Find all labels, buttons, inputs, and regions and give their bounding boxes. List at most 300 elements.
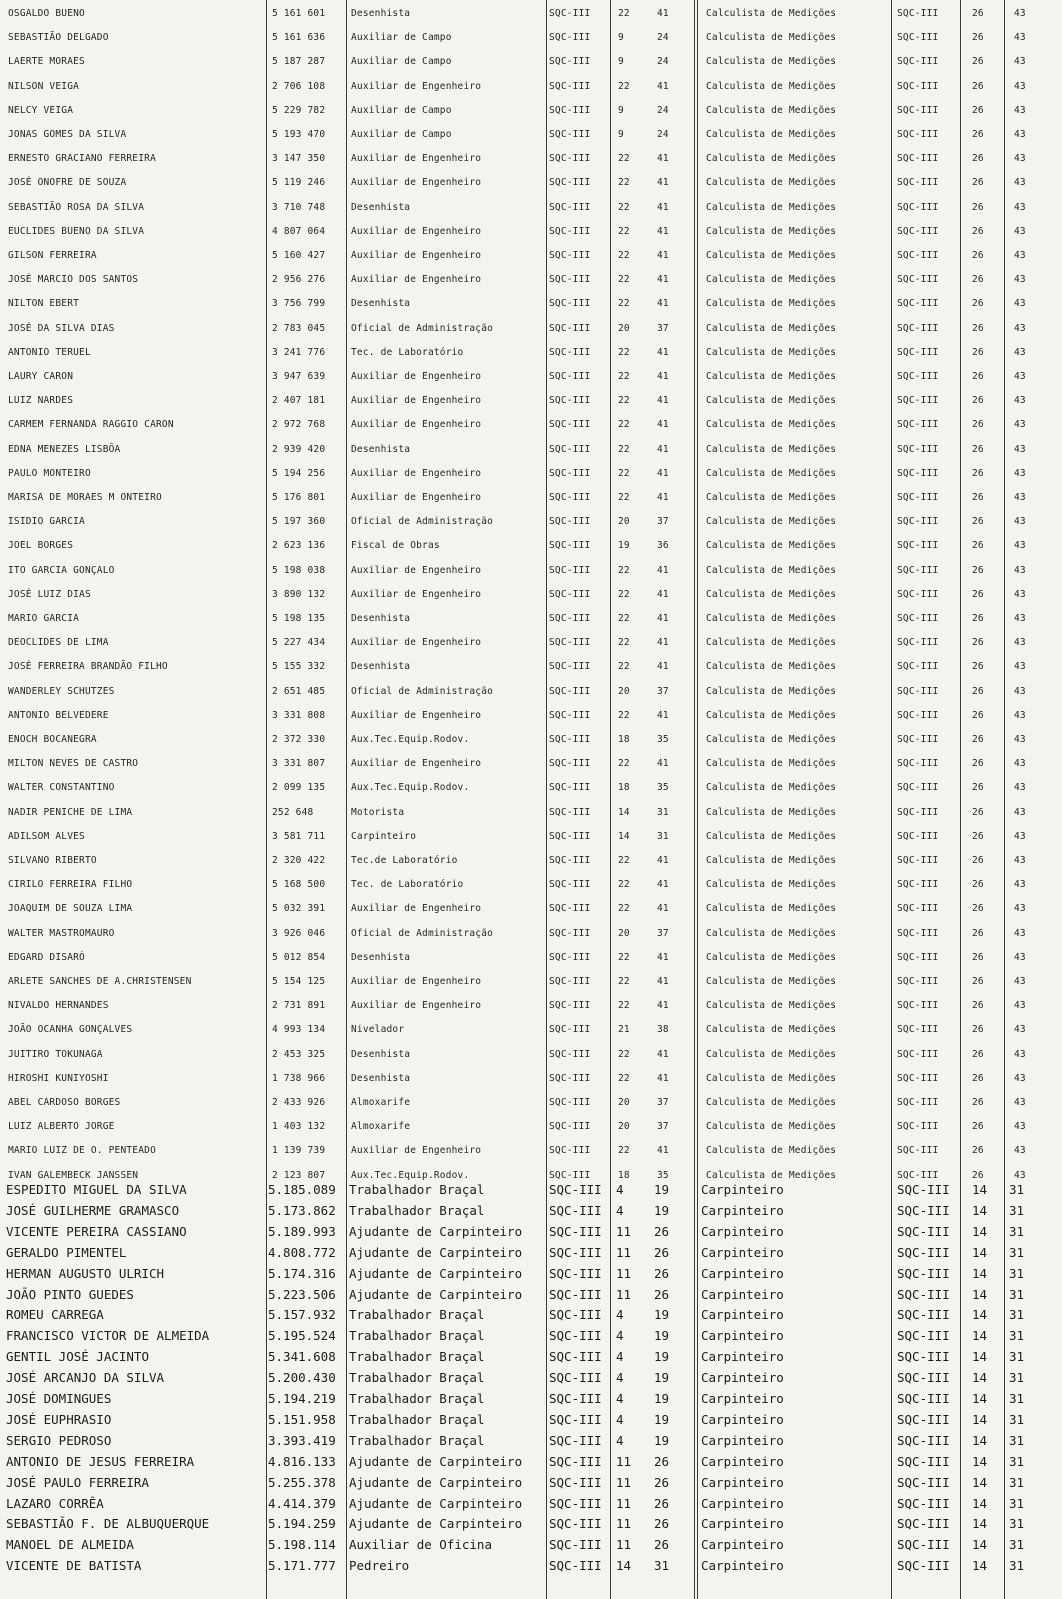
current-position: Trabalhador Braçal — [349, 1432, 485, 1448]
employee-name: WANDERLEY SCHUTZES — [8, 685, 115, 697]
current-ref-b: 41 — [657, 177, 669, 189]
new-position: Carpinteiro — [701, 1286, 784, 1302]
registration-number: 5.341.608 — [268, 1349, 336, 1365]
table-row — [0, 390, 1062, 412]
new-class: SQC-III — [897, 1432, 950, 1448]
new-class: SQC-III — [897, 806, 939, 818]
table-row — [0, 293, 1062, 315]
current-ref-b: 24 — [657, 56, 669, 68]
new-position: Calculista de Medições — [706, 1072, 837, 1084]
employee-name: JONAS GOMES DA SILVA — [8, 129, 127, 140]
registration-number: 5 176 801 — [272, 492, 326, 503]
current-ref-a: 4 — [616, 1391, 624, 1406]
new-position: Calculista de Medições — [706, 540, 837, 552]
current-class: SQC-III — [549, 1097, 591, 1108]
current-class: SQC-III — [549, 1223, 602, 1239]
current-position: Auxiliar de Engenheiro — [351, 177, 482, 189]
table-row — [0, 1534, 1062, 1556]
table-row — [0, 342, 1062, 364]
new-ref-a: 14 — [972, 1202, 988, 1218]
current-class: SQC-III — [549, 1370, 602, 1386]
table-row — [0, 1116, 1062, 1138]
current-ref-b: 26 — [654, 1516, 670, 1532]
current-ref-b: 37 — [657, 516, 669, 528]
new-ref-b: 43 — [1014, 830, 1026, 842]
registration-number: 5.200.430 — [268, 1370, 336, 1386]
table-row — [0, 777, 1062, 799]
table-row — [0, 535, 1062, 557]
registration-number: 2 956 276 — [272, 274, 326, 286]
current-position: Auxiliar de Engenheiro — [351, 250, 482, 261]
current-ref-b: 24 — [657, 32, 669, 44]
new-ref-b: 43 — [1014, 855, 1026, 866]
new-ref-b: 43 — [1014, 976, 1026, 987]
current-ref-b: 41 — [657, 709, 669, 721]
registration-number: 2 407 181 — [272, 395, 326, 407]
employee-name: EDGARD DISARÓ — [8, 951, 85, 963]
new-position: Calculista de Medições — [706, 129, 837, 140]
new-position: Calculista de Medições — [706, 1097, 837, 1108]
new-class: SQC-III — [897, 250, 939, 261]
current-ref-b: 19 — [654, 1328, 670, 1344]
new-class: SQC-III — [897, 395, 939, 407]
current-ref-a: 22 — [618, 903, 630, 915]
table-row — [0, 1513, 1062, 1535]
current-position: Auxiliar de Oficina — [349, 1537, 492, 1553]
current-class: SQC-III — [549, 1474, 602, 1490]
new-ref-a: 26 — [972, 927, 984, 939]
registration-number: 5 194 256 — [272, 467, 326, 479]
current-class: SQC-III — [549, 709, 591, 721]
employee-name: NADIR PENICHE DE LIMA — [8, 806, 133, 818]
current-class: SQC-III — [549, 516, 591, 528]
registration-number: 3 890 132 — [272, 588, 326, 600]
new-ref-b: 43 — [1014, 177, 1026, 189]
current-class: SQC-III — [549, 177, 591, 189]
current-ref-a: 22 — [618, 419, 630, 431]
new-ref-a: 26 — [972, 346, 984, 358]
current-ref-a: 22 — [618, 201, 630, 213]
employee-name: WALTER MASTROMAURO — [8, 927, 115, 939]
current-ref-a: 9 — [618, 129, 624, 140]
current-class: SQC-III — [549, 1024, 591, 1036]
table-row — [0, 1346, 1062, 1368]
current-ref-a: 4 — [616, 1370, 624, 1386]
current-position: Auxiliar de Engenheiro — [351, 467, 482, 479]
new-class: SQC-III — [897, 830, 939, 842]
new-ref-b: 43 — [1014, 80, 1026, 92]
new-ref-a: 26 — [972, 1048, 984, 1060]
new-class: SQC-III — [897, 855, 939, 866]
current-ref-b: 41 — [657, 346, 669, 358]
new-position: Calculista de Medições — [706, 492, 837, 503]
table-row — [0, 1493, 1062, 1515]
current-ref-a: 20 — [618, 516, 630, 528]
current-ref-b: 41 — [657, 1145, 669, 1157]
current-ref-a: 14 — [616, 1558, 632, 1574]
new-ref-a: 14 — [972, 1349, 988, 1365]
registration-number: 5.157.932 — [268, 1307, 336, 1323]
new-ref-a: 26 — [972, 1024, 984, 1036]
new-ref-a: 26 — [972, 80, 984, 92]
current-ref-a: 20 — [618, 322, 630, 334]
new-position: Calculista de Medições — [706, 346, 837, 358]
new-ref-a: 26 — [972, 104, 984, 116]
table-row — [0, 1140, 1062, 1162]
employee-name: JOAQUIM DE SOUZA LIMA — [8, 903, 133, 915]
current-ref-a: 22 — [618, 1145, 630, 1157]
new-position: Calculista de Medições — [706, 274, 837, 286]
employee-name: SILVANO RIBERTO — [8, 855, 97, 866]
new-ref-b: 31 — [1009, 1349, 1025, 1365]
new-position: Carpinteiro — [701, 1453, 784, 1469]
new-position: Calculista de Medições — [706, 1000, 837, 1012]
current-ref-b: 41 — [657, 613, 669, 624]
current-class: SQC-III — [549, 153, 591, 165]
new-position: Calculista de Medições — [706, 927, 837, 939]
current-position: Auxiliar de Engenheiro — [351, 564, 482, 576]
employee-name: EUCLIDES BUENO DA SILVA — [8, 225, 145, 237]
current-ref-b: 26 — [654, 1495, 670, 1511]
new-position: Calculista de Medições — [706, 564, 837, 576]
current-class: SQC-III — [549, 371, 591, 382]
new-class: SQC-III — [897, 1495, 950, 1511]
current-ref-a: 22 — [618, 637, 630, 649]
new-class: SQC-III — [897, 153, 939, 165]
table-row — [0, 947, 1062, 969]
new-position: Calculista de Medições — [706, 806, 837, 818]
current-ref-a: 9 — [618, 56, 624, 68]
new-class: SQC-III — [897, 685, 939, 697]
current-position: Fiscal de Obras — [351, 540, 440, 552]
table-row — [0, 1304, 1062, 1326]
employee-name: SEBASTIÃO F. DE ALBUQUERQUE — [6, 1516, 210, 1532]
current-class: SQC-III — [549, 1453, 602, 1469]
current-position: Tec.de Laboratório — [351, 855, 458, 866]
new-class: SQC-III — [897, 371, 939, 382]
current-position: Auxiliar de Campo — [351, 129, 452, 140]
current-ref-b: 37 — [657, 927, 669, 939]
current-class: SQC-III — [549, 56, 591, 68]
current-position: Auxiliar de Engenheiro — [351, 80, 482, 92]
current-class: SQC-III — [549, 492, 591, 503]
current-class: SQC-III — [549, 685, 591, 697]
new-ref-b: 43 — [1014, 32, 1026, 44]
current-ref-b: 35 — [657, 1169, 669, 1181]
new-position: Carpinteiro — [701, 1432, 784, 1448]
new-ref-a: 26 — [972, 492, 984, 503]
new-ref-a: 14 — [972, 1516, 988, 1532]
new-ref-a: 14 — [972, 1370, 988, 1386]
new-position: Calculista de Medições — [706, 56, 837, 68]
current-class: SQC-III — [549, 1202, 602, 1218]
new-class: SQC-III — [897, 1411, 950, 1427]
new-ref-b: 43 — [1014, 1024, 1026, 1036]
new-class: SQC-III — [897, 419, 939, 431]
new-ref-b: 43 — [1014, 1000, 1026, 1012]
current-class: SQC-III — [549, 951, 591, 963]
new-ref-a: 26 — [972, 613, 984, 624]
current-position: Oficial de Administração — [351, 516, 494, 528]
current-position: Trabalhador Braçal — [349, 1328, 485, 1344]
new-ref-a: 26 — [972, 540, 984, 552]
current-ref-b: 26 — [654, 1474, 670, 1490]
employee-name: ITO GARCIA GONÇALO — [8, 564, 115, 576]
new-ref-b: 31 — [1009, 1286, 1025, 1302]
employee-name: ABEL CARDOSO BORGES — [8, 1097, 121, 1108]
current-ref-b: 36 — [657, 540, 669, 552]
employee-name: JOSÉ PAULO FERREIRA — [6, 1474, 149, 1490]
employee-name: LAZARO CORRÊA — [6, 1495, 104, 1511]
new-ref-b: 43 — [1014, 734, 1026, 745]
employee-name: HERMAN AUGUSTO ULRICH — [6, 1265, 165, 1281]
new-ref-a: 14 — [972, 1328, 988, 1344]
registration-number: 5.198.114 — [268, 1537, 336, 1553]
new-ref-a: 26 — [972, 830, 984, 842]
current-class: SQC-III — [549, 1265, 602, 1281]
new-ref-a: 26 — [972, 879, 984, 891]
new-class: SQC-III — [897, 951, 939, 963]
table-row — [0, 172, 1062, 194]
current-class: SQC-III — [549, 661, 591, 673]
current-class: SQC-III — [549, 927, 591, 939]
current-class: SQC-III — [549, 782, 591, 794]
new-ref-b: 43 — [1014, 806, 1026, 818]
current-ref-b: 41 — [657, 951, 669, 963]
new-ref-b: 43 — [1014, 274, 1026, 286]
new-ref-b: 43 — [1014, 153, 1026, 165]
current-ref-b: 19 — [654, 1432, 670, 1448]
registration-number: 3 331 808 — [272, 709, 326, 721]
current-position: Auxiliar de Engenheiro — [351, 709, 482, 721]
current-ref-b: 37 — [657, 1097, 669, 1108]
table-row — [0, 100, 1062, 122]
new-ref-a: 26 — [972, 419, 984, 431]
new-position: Calculista de Medições — [706, 661, 837, 673]
new-ref-b: 31 — [1009, 1370, 1025, 1386]
new-class: SQC-III — [897, 1244, 950, 1260]
new-position: Calculista de Medições — [706, 951, 837, 963]
employee-name: CIRILO FERREIRA FILHO — [8, 879, 133, 891]
current-position: Ajudante de Carpinteiro — [349, 1453, 523, 1469]
table-row — [0, 632, 1062, 654]
new-class: SQC-III — [897, 540, 939, 552]
current-position: Aux.Tec.Equip.Rodov. — [351, 734, 470, 745]
current-position: Pedreiro — [349, 1558, 410, 1574]
employee-name: FRANCISCO VICTOR DE ALMEIDA — [6, 1328, 210, 1344]
registration-number: 5.255.378 — [268, 1474, 336, 1490]
current-ref-a: 20 — [618, 1097, 630, 1108]
current-position: Trabalhador Braçal — [349, 1202, 485, 1218]
table-row — [0, 1555, 1062, 1577]
current-ref-a: 22 — [618, 492, 630, 503]
new-class: SQC-III — [897, 80, 939, 92]
current-ref-a: 9 — [618, 32, 624, 44]
current-position: Trabalhador Braçal — [349, 1182, 485, 1197]
new-ref-b: 43 — [1014, 129, 1026, 140]
registration-number: 5.223.506 — [268, 1286, 336, 1302]
table-row — [0, 1388, 1062, 1410]
current-ref-a: 18 — [618, 782, 630, 794]
current-ref-b: 26 — [654, 1265, 670, 1281]
current-ref-b: 31 — [654, 1558, 670, 1574]
new-position: Carpinteiro — [701, 1307, 784, 1323]
current-ref-b: 41 — [657, 1048, 669, 1060]
registration-number: 1 139 739 — [272, 1145, 326, 1157]
current-class: SQC-III — [549, 1121, 591, 1133]
new-class: SQC-III — [897, 516, 939, 528]
current-ref-a: 22 — [618, 564, 630, 576]
current-ref-a: 11 — [616, 1286, 632, 1302]
new-ref-b: 43 — [1014, 1169, 1026, 1181]
new-class: SQC-III — [897, 1349, 950, 1365]
current-ref-b: 41 — [657, 371, 669, 382]
new-class: SQC-III — [897, 661, 939, 673]
new-class: SQC-III — [897, 1391, 950, 1406]
employee-name: JOSÉ EUPHRASIO — [6, 1411, 112, 1427]
current-ref-b: 41 — [657, 274, 669, 286]
table-row — [0, 923, 1062, 945]
registration-number: 3.393.419 — [268, 1432, 336, 1448]
registration-number: 5 155 332 — [272, 661, 326, 673]
current-class: SQC-III — [549, 1558, 602, 1574]
employee-name: EDNA MENEZES LISBÔA — [8, 443, 121, 455]
new-class: SQC-III — [897, 903, 939, 915]
new-ref-a: 26 — [972, 855, 984, 866]
employee-name: MARISA DE MORAES M ONTEIRO — [8, 492, 162, 503]
current-class: SQC-III — [549, 250, 591, 261]
current-position: Auxiliar de Engenheiro — [351, 758, 482, 770]
new-class: SQC-III — [897, 492, 939, 503]
current-ref-b: 41 — [657, 250, 669, 261]
employee-name: JOSÉ ARCANJO DA SILVA — [6, 1370, 165, 1386]
new-class: SQC-III — [897, 588, 939, 600]
registration-number: 5 032 391 — [272, 903, 326, 915]
current-class: SQC-III — [549, 443, 591, 455]
current-ref-b: 41 — [657, 80, 669, 92]
new-class: SQC-III — [897, 1072, 939, 1084]
new-class: SQC-III — [897, 1000, 939, 1012]
new-ref-b: 43 — [1014, 564, 1026, 576]
new-ref-b: 43 — [1014, 225, 1026, 237]
current-ref-a: 9 — [618, 104, 624, 116]
registration-number: 3 710 748 — [272, 201, 326, 213]
current-class: SQC-III — [549, 758, 591, 770]
new-ref-b: 43 — [1014, 1097, 1026, 1108]
current-ref-a: 4 — [616, 1182, 624, 1197]
current-position: Desenhista — [351, 443, 411, 455]
current-class: SQC-III — [549, 879, 591, 891]
current-ref-b: 41 — [657, 225, 669, 237]
current-class: SQC-III — [549, 104, 591, 116]
current-class: SQC-III — [549, 129, 591, 140]
new-position: Calculista de Medições — [706, 177, 837, 189]
employee-name: WALTER CONSTANTINO — [8, 782, 115, 794]
current-position: Trabalhador Braçal — [349, 1370, 485, 1386]
current-ref-a: 22 — [618, 709, 630, 721]
current-ref-a: 22 — [618, 758, 630, 770]
new-ref-b: 31 — [1009, 1474, 1025, 1490]
employee-name: JOEL BORGES — [8, 540, 74, 552]
table-row — [0, 245, 1062, 267]
new-ref-a: 26 — [972, 129, 984, 140]
employee-name: SEBASTIÃO ROSA DA SILVA — [8, 201, 145, 213]
current-ref-a: 22 — [618, 855, 630, 866]
table-row — [0, 1451, 1062, 1473]
new-ref-a: 26 — [972, 685, 984, 697]
new-ref-b: 31 — [1009, 1516, 1025, 1532]
current-ref-b: 26 — [654, 1244, 670, 1260]
current-position: Desenhista — [351, 1048, 411, 1060]
employee-name: NILSON VEIGA — [8, 80, 80, 92]
new-ref-b: 31 — [1009, 1537, 1025, 1553]
current-ref-b: 41 — [657, 1072, 669, 1084]
new-class: SQC-III — [897, 782, 939, 794]
new-class: SQC-III — [897, 637, 939, 649]
current-ref-b: 41 — [657, 395, 669, 407]
new-position: Carpinteiro — [701, 1391, 784, 1406]
current-position: Trabalhador Braçal — [349, 1391, 485, 1406]
new-ref-b: 43 — [1014, 516, 1026, 528]
registration-number: 2 651 485 — [272, 685, 326, 697]
current-ref-b: 35 — [657, 782, 669, 794]
new-class: SQC-III — [897, 1202, 950, 1218]
new-position: Calculista de Medições — [706, 298, 837, 310]
current-class: SQC-III — [549, 80, 591, 92]
new-ref-a: 26 — [972, 371, 984, 382]
current-class: SQC-III — [549, 467, 591, 479]
employee-name: MARIO LUIZ DE O. PENTEADO — [8, 1145, 156, 1157]
registration-number: 5.174.316 — [268, 1265, 336, 1281]
table-row — [0, 971, 1062, 993]
registration-number: 4.816.133 — [268, 1453, 336, 1469]
registration-number: 2 372 330 — [272, 734, 326, 745]
current-ref-b: 41 — [657, 976, 669, 987]
new-ref-b: 43 — [1014, 346, 1026, 358]
new-position: Calculista de Medições — [706, 637, 837, 649]
table-row — [0, 51, 1062, 73]
new-ref-b: 31 — [1009, 1202, 1025, 1218]
current-class: SQC-III — [549, 1000, 591, 1012]
current-class: SQC-III — [549, 32, 591, 44]
new-class: SQC-III — [897, 1307, 950, 1323]
current-ref-b: 26 — [654, 1537, 670, 1553]
employee-name: DEOCLIDES DE LIMA — [8, 637, 109, 649]
new-ref-a: 14 — [972, 1244, 988, 1260]
new-position: Carpinteiro — [701, 1328, 784, 1344]
current-position: Aux.Tec.Equip.Rodov. — [351, 782, 470, 794]
registration-number: 5 197 360 — [272, 516, 326, 528]
new-ref-a: 26 — [972, 709, 984, 721]
current-class: SQC-III — [549, 613, 591, 624]
new-ref-b: 43 — [1014, 395, 1026, 407]
new-position: Calculista de Medições — [706, 516, 837, 528]
current-ref-b: 19 — [654, 1182, 670, 1197]
new-ref-b: 31 — [1009, 1265, 1025, 1281]
current-ref-a: 20 — [618, 685, 630, 697]
new-ref-b: 31 — [1009, 1495, 1025, 1511]
new-class: SQC-III — [897, 613, 939, 624]
table-row — [0, 729, 1062, 751]
current-position: Ajudante de Carpinteiro — [349, 1495, 523, 1511]
current-position: Oficial de Administração — [351, 927, 494, 939]
current-class: SQC-III — [549, 225, 591, 237]
new-class: SQC-III — [897, 274, 939, 286]
new-class: SQC-III — [897, 1169, 939, 1181]
current-ref-a: 4 — [616, 1307, 624, 1323]
registration-number: 2 123 807 — [272, 1169, 326, 1181]
table-row — [0, 1430, 1062, 1452]
